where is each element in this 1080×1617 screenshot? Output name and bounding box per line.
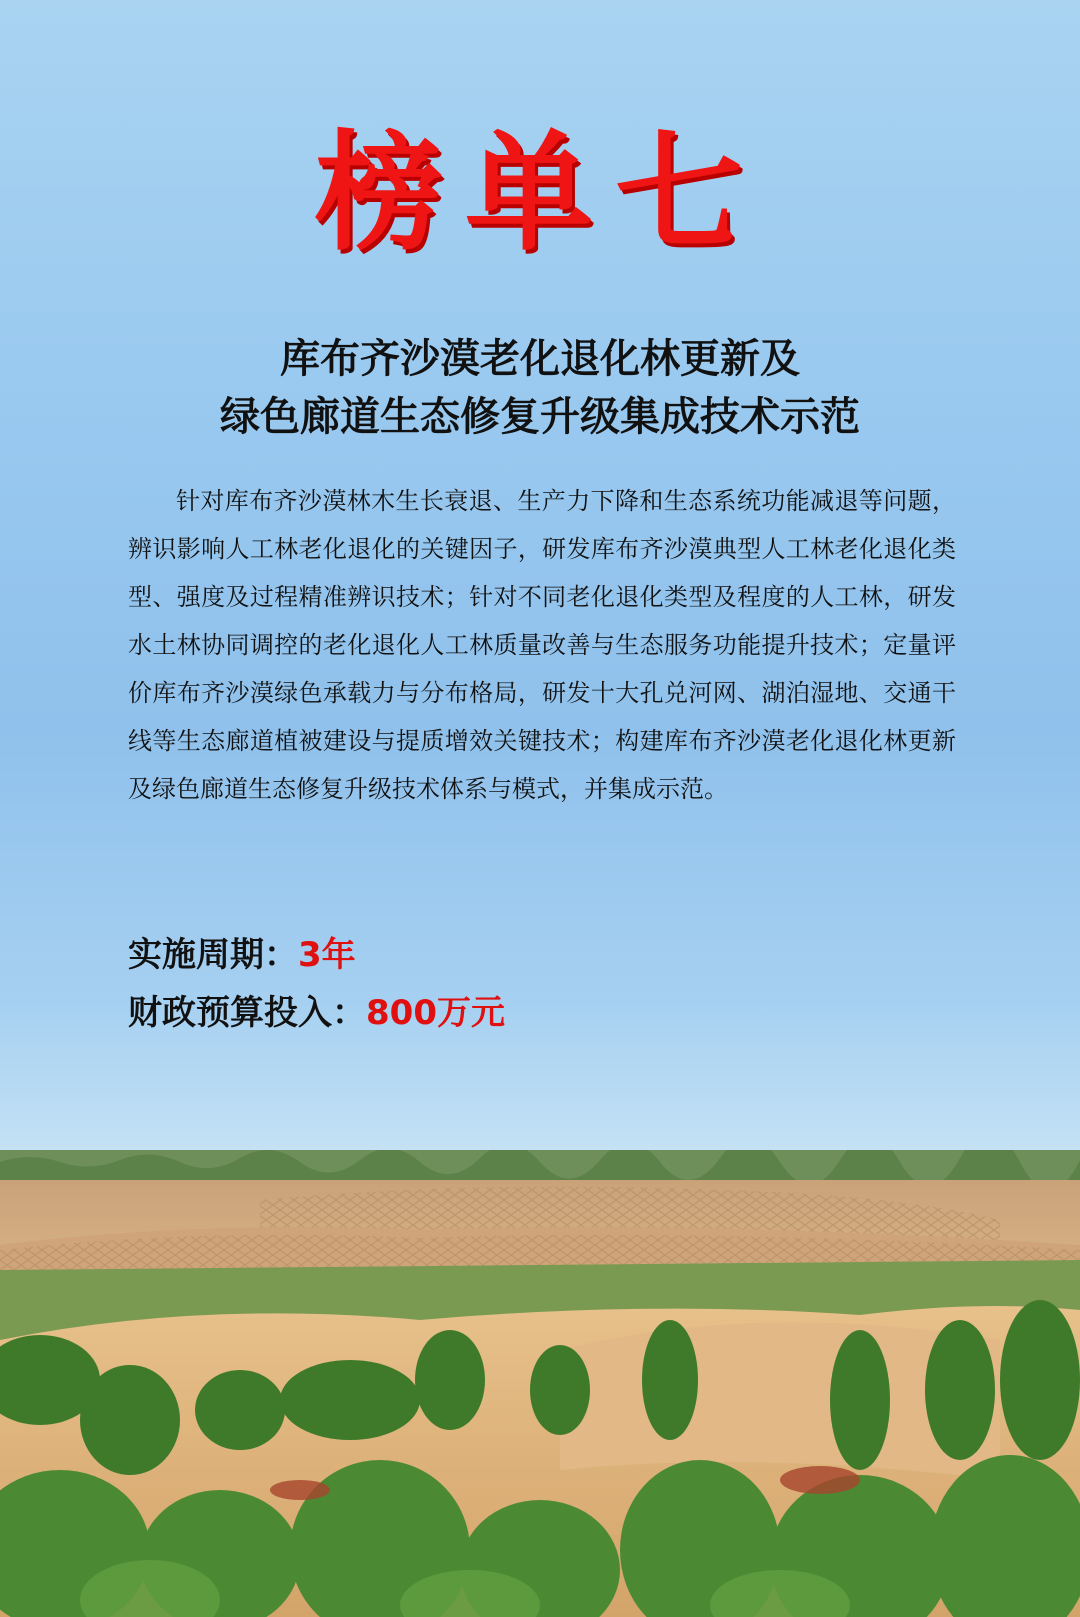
project-title-line-1: 库布齐沙漠老化退化林更新及 [280,336,800,382]
project-title-line-2: 绿色廊道生态修复升级集成技术示范 [220,394,860,440]
period-label: 实施周期： [128,935,298,975]
headline-calligraphy: 榜单七 [314,119,765,268]
budget-label: 财政预算投入： [128,993,366,1033]
project-title [60,330,1020,446]
budget-investment [128,993,505,1033]
desert-landscape-photo [0,1150,1080,1617]
project-description: 针对库布齐沙漠林木生长衰退、生产力下降和生态系统功能减退等问题，辨识影响人工林老化退化的关键因子，研发库布齐沙漠典型人工林老化退化类型、强度及过程精准辨识技术；针对不同老化退化类型及程度的人工林，研发水土林协同调控的老化退化人工林质量改善与生态服务功能提升技术；定量评价库布齐沙漠绿色承载力与分布格局，研发十大孔兑河网、湖泊湿地、交通干线等生态廊道植被建设与提质增效关键技术；构建库布齐沙漠老化退化林更新及绿色廊道生态修复升级技术体系与模式，并集成示范。 [128,487,956,803]
period-value: 3年 [298,935,356,975]
budget-value: 800万元 [366,993,505,1033]
implementation-period [128,935,356,975]
